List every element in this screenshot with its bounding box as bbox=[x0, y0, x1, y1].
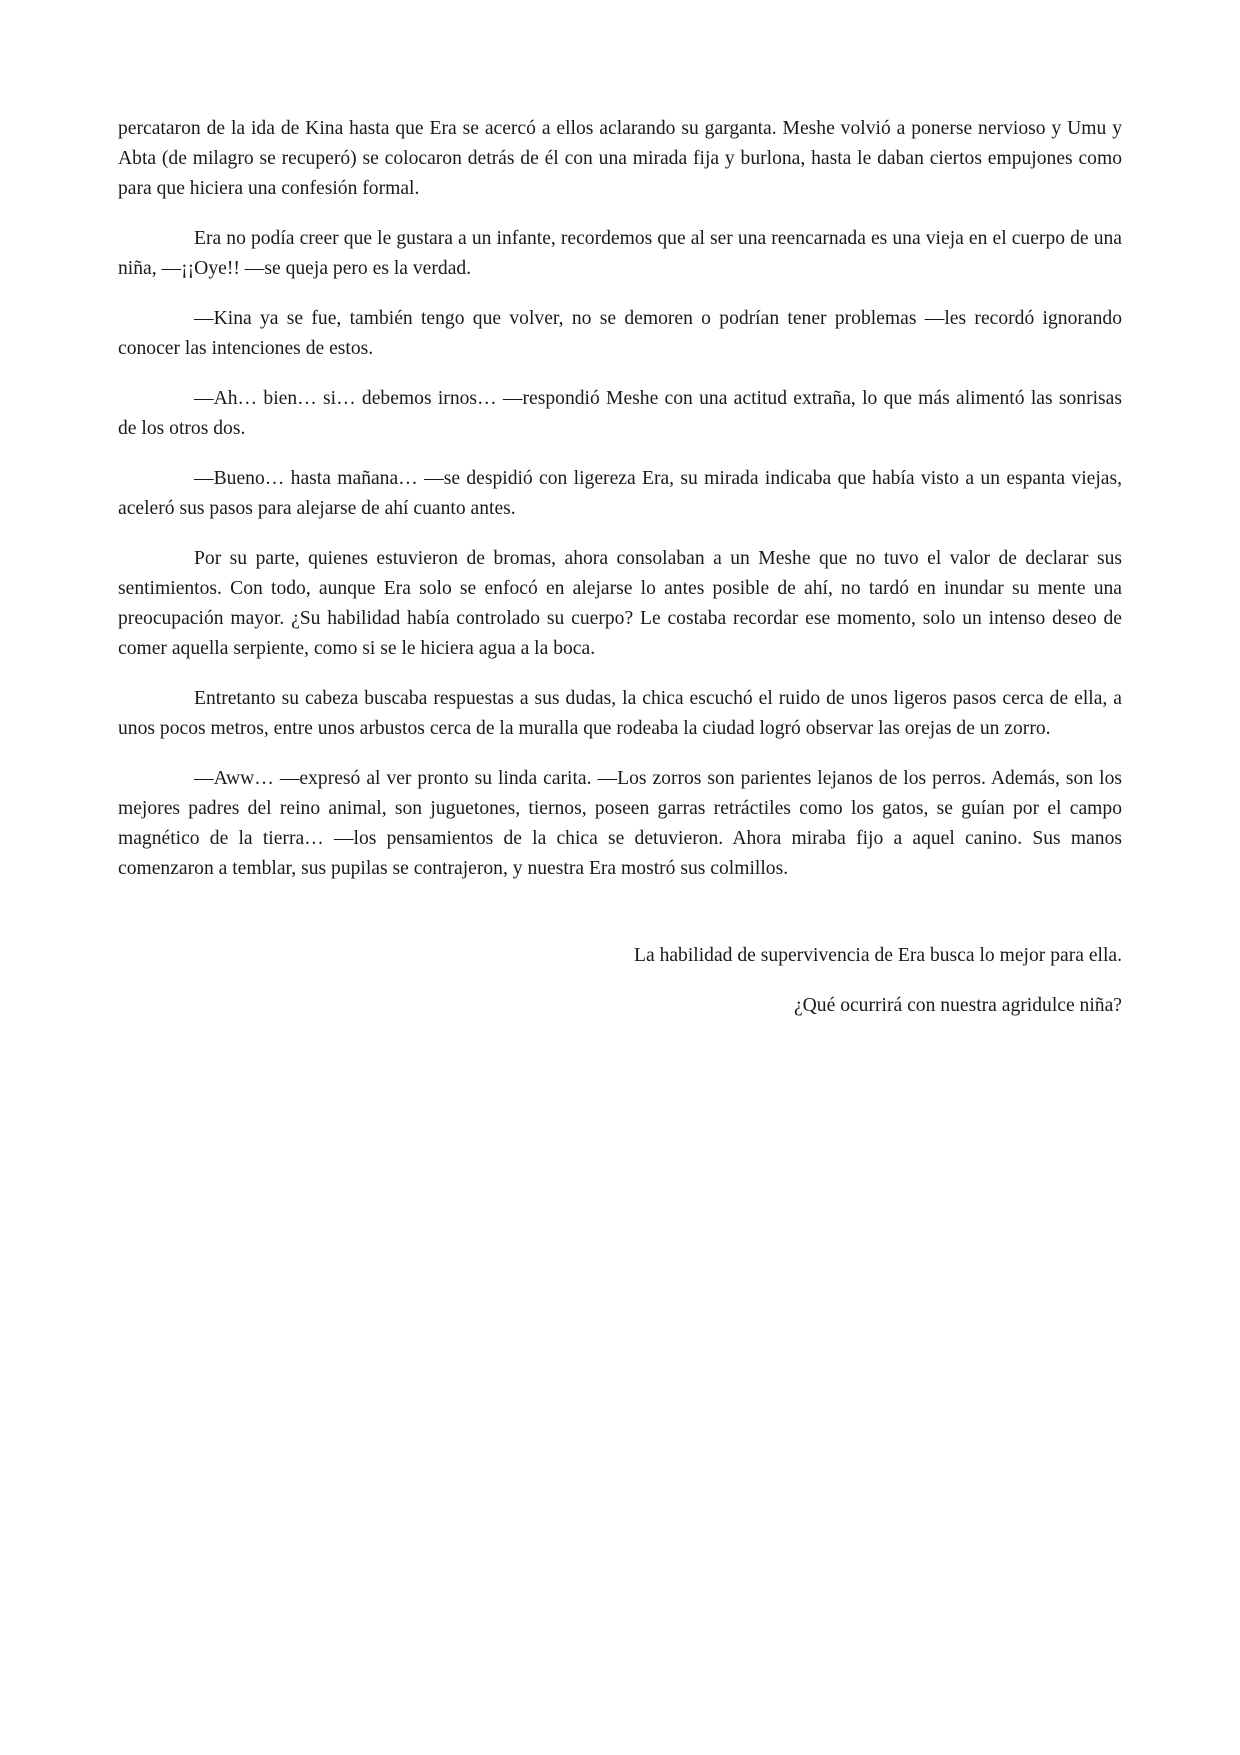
closing-block bbox=[118, 941, 1122, 1021]
paragraph-7: Entretanto su cabeza buscaba respuestas a sus dudas, la chica escuchó el ruido de unos ligeros pasos cerca de ella, a unos pocos metros, entre unos arbustos cerca de la muralla que rodeaba la ciudad logró observar las orejas de un zorro. bbox=[118, 688, 1122, 739]
paragraph-5: —Bueno… hasta mañana… —se despidió con ligereza Era, su mirada indicaba que había visto a un espanta viejas, aceleró sus pasos para alejarse de ahí cuanto antes. bbox=[118, 468, 1122, 519]
paragraph-6: Por su parte, quienes estuvieron de bromas, ahora consolaban a un Meshe que no tuvo el valor de declarar sus sentimientos. Con todo, aunque Era solo se enfocó en alejarse lo antes posible de ahí, no tardó en inundar su mente una preocupación mayor. ¿Su habilidad había controlado su cuerpo? Le costaba recordar ese momento, solo un intenso deseo de comer aquella serpiente, como si se le hiciera agua a la boca. bbox=[118, 548, 1122, 659]
paragraph-1: percataron de la ida de Kina hasta que Era se acercó a ellos aclarando su garganta. Meshe volvió a ponerse nervioso y Umu y Abta (de milagro se recuperó) se colocaron detrás de él con una mirada fija y burlona, hasta le daban ciertos empujones como para que hiciera una confesión formal. bbox=[118, 118, 1122, 199]
paragraph-8: —Aww… —expresó al ver pronto su linda carita. —Los zorros son parientes lejanos de los perros. Además, son los mejores padres del reino animal, son juguetones, tiernos, poseen garras retráctiles como los gatos, se guían por el campo magnético de la tierra… —los pensamientos de la chica se detuvieron. Ahora miraba fijo a aquel canino. Sus manos comenzaron a temblar, sus pupilas se contrajeron, y nuestra Era mostró sus colmillos. bbox=[118, 768, 1122, 879]
paragraph-3: —Kina ya se fue, también tengo que volver, no se demoren o podrían tener problemas —les recordó ignorando conocer las intenciones de estos. bbox=[118, 308, 1122, 359]
body-text bbox=[118, 114, 1122, 1041]
closing-line-1: La habilidad de supervivencia de Era busca lo mejor para ella. bbox=[634, 945, 1122, 966]
closing-line-2: ¿Qué ocurrirá con nuestra agridulce niña? bbox=[793, 995, 1122, 1016]
paragraph-4: —Ah… bien… si… debemos irnos… —respondió Meshe con una actitud extraña, lo que más alimentó las sonrisas de los otros dos. bbox=[118, 388, 1122, 439]
paragraph-2: Era no podía creer que le gustara a un infante, recordemos que al ser una reencarnada es una vieja en el cuerpo de una niña, —¡¡Oye!! —se queja pero es la verdad. bbox=[118, 228, 1122, 279]
